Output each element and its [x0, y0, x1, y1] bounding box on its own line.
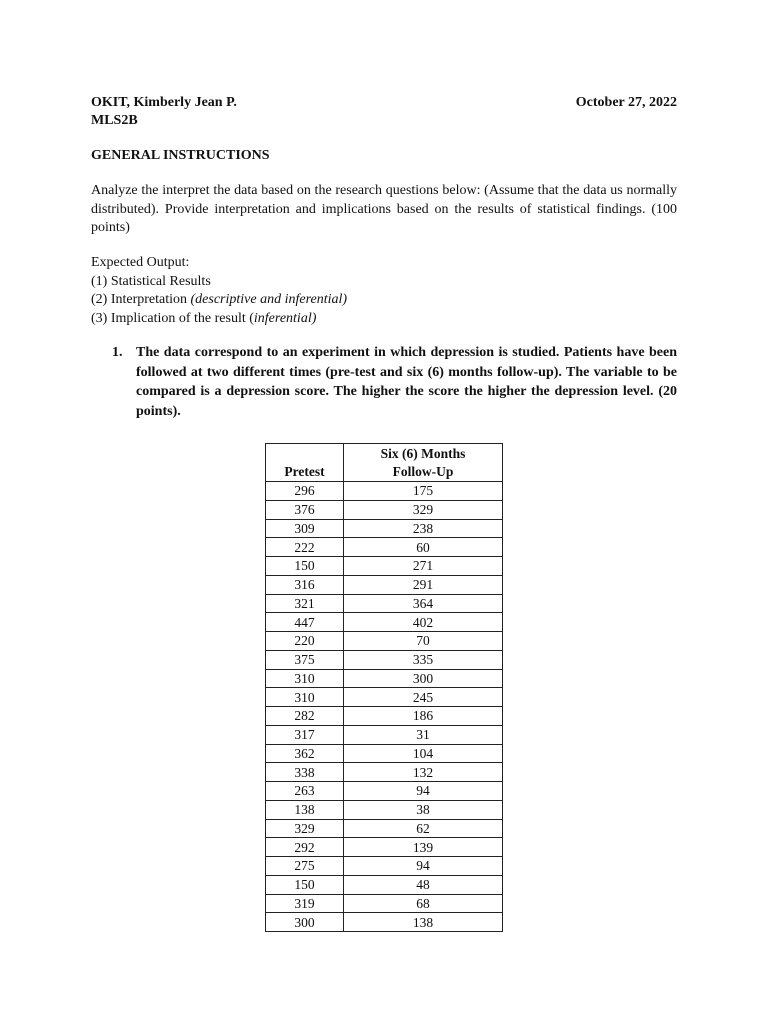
table-row: [266, 875, 503, 894]
header-followup-line2: Follow-Up: [392, 464, 454, 479]
table-row: [266, 782, 503, 801]
header-followup-line1: Six (6) Months: [380, 446, 466, 461]
table-row: [266, 650, 503, 669]
followup-cell: 245: [344, 688, 503, 707]
question-text: The data correspond to an experiment in which depression is studied. Patients have been followed at two different times (pre-test and six (6) months follow-up). The variable to be compared is a depression score. The higher the score the higher the depression level. (20 points).: [136, 345, 677, 419]
pretest-cell: 376: [266, 500, 344, 519]
followup-cell: 104: [344, 744, 503, 763]
table-row: [266, 575, 503, 594]
followup-cell: 291: [344, 575, 503, 594]
pretest-cell: 338: [266, 763, 344, 782]
table-row: [266, 725, 503, 744]
question-number: 1.: [112, 345, 123, 360]
table-row: [266, 613, 503, 632]
pretest-cell: 296: [266, 482, 344, 501]
table-row: [266, 857, 503, 876]
table-row: [266, 500, 503, 519]
table-body: [266, 482, 503, 932]
header-followup: [344, 444, 503, 482]
pretest-cell: 275: [266, 857, 344, 876]
followup-cell: 175: [344, 482, 503, 501]
followup-cell: 132: [344, 763, 503, 782]
pretest-cell: 150: [266, 875, 344, 894]
item-3-text: (3) Implication of the result (: [91, 310, 254, 326]
pretest-cell: 319: [266, 894, 344, 913]
followup-cell: 364: [344, 594, 503, 613]
pretest-cell: 292: [266, 838, 344, 857]
table-row: [266, 800, 503, 819]
expected-output-heading: Expected Output:: [91, 255, 190, 270]
followup-cell: 329: [344, 500, 503, 519]
table-row: [266, 538, 503, 557]
followup-cell: 38: [344, 800, 503, 819]
pretest-cell: 447: [266, 613, 344, 632]
table-row: [266, 632, 503, 651]
followup-cell: 31: [344, 725, 503, 744]
instructions-body: Analyze the interpret the data based on the research questions below: (Assume that the data us normally distributed). Provide interpretation and implications based on the results of statistical findings. (100 points): [91, 183, 677, 235]
followup-cell: 68: [344, 894, 503, 913]
table-row: [266, 763, 503, 782]
header-row: [91, 94, 677, 112]
pretest-cell: 309: [266, 519, 344, 538]
student-name: OKIT, Kimberly Jean P.: [91, 95, 237, 110]
pretest-cell: 375: [266, 650, 344, 669]
header-pretest: Pretest: [266, 444, 344, 482]
followup-cell: 402: [344, 613, 503, 632]
pretest-cell: 317: [266, 725, 344, 744]
table-row: [266, 688, 503, 707]
table-row: [266, 707, 503, 726]
followup-cell: 139: [344, 838, 503, 857]
pretest-cell: 316: [266, 575, 344, 594]
pretest-cell: 300: [266, 913, 344, 932]
item-3-italic: inferential): [253, 310, 317, 326]
question-1: [112, 343, 677, 421]
pretest-cell: 321: [266, 594, 344, 613]
instructions-heading: GENERAL INSTRUCTIONS: [91, 148, 270, 163]
pretest-cell: 263: [266, 782, 344, 801]
table-header-row: [266, 444, 503, 482]
pretest-cell: 310: [266, 688, 344, 707]
pretest-cell: 138: [266, 800, 344, 819]
table-row: [266, 913, 503, 932]
pretest-cell: 150: [266, 557, 344, 576]
table-row: [266, 894, 503, 913]
followup-cell: 138: [344, 913, 503, 932]
pretest-cell: 282: [266, 707, 344, 726]
followup-cell: 238: [344, 519, 503, 538]
item-2-text: (2) Interpretation: [91, 292, 191, 307]
followup-cell: 94: [344, 782, 503, 801]
expected-output-item-2: [91, 291, 347, 310]
followup-cell: 300: [344, 669, 503, 688]
followup-cell: 48: [344, 875, 503, 894]
class-section: MLS2B: [91, 113, 138, 128]
pretest-cell: 220: [266, 632, 344, 651]
pretest-cell: 222: [266, 538, 344, 557]
item-2-italic: (descriptive and inferential): [190, 292, 348, 307]
document-date: October 27, 2022: [575, 95, 677, 110]
expected-output-item-3: [91, 310, 347, 329]
pretest-cell: 329: [266, 819, 344, 838]
pretest-cell: 362: [266, 744, 344, 763]
table-row: [266, 594, 503, 613]
table-row: [266, 557, 503, 576]
pretest-cell: 310: [266, 669, 344, 688]
followup-cell: 186: [344, 707, 503, 726]
followup-cell: 94: [344, 857, 503, 876]
table-row: [266, 482, 503, 501]
expected-output-item-1: (1) Statistical Results: [91, 273, 211, 289]
table-row: [266, 838, 503, 857]
table-row: [266, 519, 503, 538]
followup-cell: 271: [344, 557, 503, 576]
followup-cell: 70: [344, 632, 503, 651]
followup-cell: 62: [344, 819, 503, 838]
table-row: [266, 744, 503, 763]
followup-cell: 60: [344, 538, 503, 557]
followup-cell: 335: [344, 650, 503, 669]
expected-output-list: [91, 254, 347, 328]
table-row: [266, 669, 503, 688]
table-row: [266, 819, 503, 838]
depression-score-table: [265, 443, 503, 932]
